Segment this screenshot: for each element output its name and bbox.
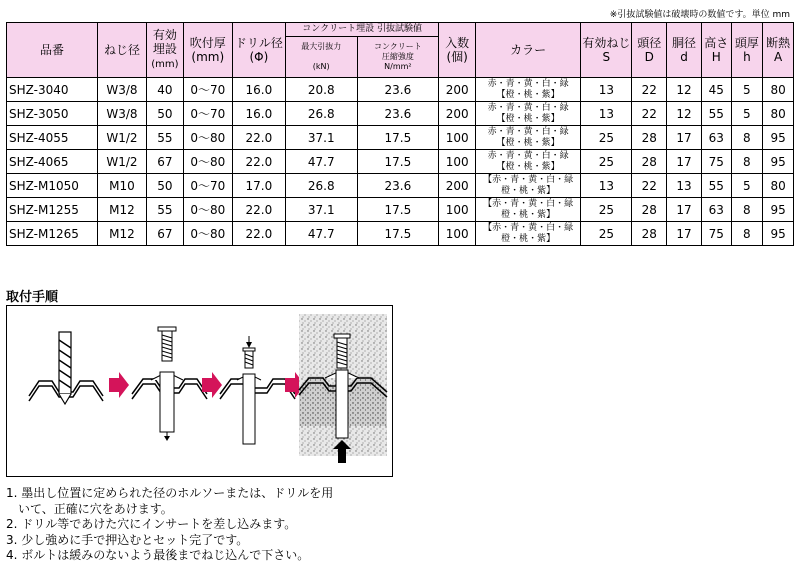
header-nejikei: ねじ径	[97, 23, 146, 78]
cell-max_pull: 20.8	[285, 78, 357, 102]
cell-fukitsuke: 0～80	[183, 198, 232, 222]
table-row	[7, 78, 794, 102]
color-cell	[476, 78, 581, 102]
header-max-pull: 最大引抜力 (kN)	[285, 37, 357, 78]
cell-yuko: 67	[147, 222, 184, 246]
cell-d: 17	[667, 126, 702, 150]
cell-d: 13	[667, 174, 702, 198]
cell-a: 95	[763, 126, 794, 150]
cell-compressive: 17.5	[357, 126, 439, 150]
cell-fukitsuke: 0～80	[183, 222, 232, 246]
cell-max_pull: 47.7	[285, 222, 357, 246]
table-row	[7, 102, 794, 126]
color-line: 赤・青・黄・白・緑	[487, 150, 569, 161]
cell-s: 13	[581, 102, 632, 126]
color-cell	[476, 222, 581, 246]
cell-neji: W3/8	[97, 78, 146, 102]
color-line: 【橙・桃・紫】	[496, 161, 560, 172]
cell-max_pull: 37.1	[285, 198, 357, 222]
cell-d: 22	[632, 174, 667, 198]
color-line: 【橙・桃・紫】	[496, 89, 560, 100]
cell-hinban: SHZ-3040	[7, 78, 98, 102]
cell-a: 95	[763, 222, 794, 246]
cell-a: 95	[763, 150, 794, 174]
cell-hinban: SHZ-3050	[7, 102, 98, 126]
header-concrete-group: コンクリート埋設 引抜試験値	[285, 23, 438, 37]
header-insulation: 断熱 A	[763, 23, 794, 78]
cell-h: 8	[731, 126, 763, 150]
cell-yuko: 67	[147, 150, 184, 174]
cell-max_pull: 26.8	[285, 102, 357, 126]
cell-h: 5	[731, 174, 763, 198]
cell-neji: M12	[97, 198, 146, 222]
instruction-item: いて、正確に穴をあけます。	[6, 501, 173, 516]
color-cell	[476, 126, 581, 150]
cell-drill: 22.0	[232, 126, 285, 150]
cell-qty: 100	[439, 222, 476, 246]
header-drill: ドリル径 (Φ)	[232, 23, 285, 78]
cell-hinban: SHZ-M1050	[7, 174, 98, 198]
cell-qty: 200	[439, 174, 476, 198]
cell-neji: W1/2	[97, 150, 146, 174]
cell-d: 28	[632, 222, 667, 246]
cell-compressive: 17.5	[357, 222, 439, 246]
installation-diagram	[6, 305, 393, 477]
cell-fukitsuke: 0～80	[183, 126, 232, 150]
installation-diagram-svg	[7, 306, 392, 476]
cell-h: 55	[701, 174, 731, 198]
cell-compressive: 17.5	[357, 150, 439, 174]
cell-compressive: 23.6	[357, 78, 439, 102]
cell-qty: 100	[439, 150, 476, 174]
table-row	[7, 126, 794, 150]
header-compressive: コンクリート 圧縮強度 N/mm²	[357, 37, 439, 78]
color-cell	[476, 150, 581, 174]
color-line: 赤・青・黄・白・緑	[487, 78, 569, 89]
cell-a: 80	[763, 102, 794, 126]
header-quantity: 入数 (個)	[439, 23, 476, 78]
cell-max_pull: 26.8	[285, 174, 357, 198]
spec-table-body	[7, 78, 794, 246]
header-height: 高さ H	[701, 23, 731, 78]
install-instructions	[6, 486, 333, 564]
cell-h: 55	[701, 102, 731, 126]
cell-drill: 22.0	[232, 150, 285, 174]
header-color: カラー	[476, 23, 581, 78]
color-line: 【橙・桃・紫】	[496, 113, 560, 124]
step3-set-figure	[220, 336, 295, 444]
cell-yuko: 55	[147, 198, 184, 222]
instruction-item: 3. 少し強めに手で押込むとセット完了です。	[6, 532, 249, 547]
cell-qty: 200	[439, 102, 476, 126]
cell-fukitsuke: 0～80	[183, 150, 232, 174]
cell-s: 13	[581, 174, 632, 198]
table-row	[7, 198, 794, 222]
cell-qty: 100	[439, 198, 476, 222]
header-body-dia: 胴径 d	[667, 23, 702, 78]
color-line: 【橙・桃・紫】	[496, 137, 560, 148]
cell-d: 17	[667, 150, 702, 174]
instruction-item: 2. ドリル等であけた穴にインサートを差し込みます。	[6, 517, 297, 531]
step1-drill-figure	[29, 332, 103, 404]
cell-neji: M12	[97, 222, 146, 246]
cell-h: 8	[731, 222, 763, 246]
cell-s: 25	[581, 150, 632, 174]
cell-a: 95	[763, 198, 794, 222]
cell-compressive: 23.6	[357, 174, 439, 198]
cell-hinban: SHZ-4055	[7, 126, 98, 150]
cell-d: 22	[632, 78, 667, 102]
cell-d: 28	[632, 150, 667, 174]
cell-h: 8	[731, 198, 763, 222]
cell-fukitsuke: 0～70	[183, 78, 232, 102]
cell-h: 5	[731, 78, 763, 102]
cell-d: 12	[667, 78, 702, 102]
cell-yuko: 40	[147, 78, 184, 102]
cell-max_pull: 47.7	[285, 150, 357, 174]
test-value-note: ※引抜試験値は破壊時の数値です。単位 mm	[609, 10, 790, 20]
color-line: 橙・桃・紫】	[501, 233, 556, 244]
cell-h: 45	[701, 78, 731, 102]
cell-d: 12	[667, 102, 702, 126]
table-row	[7, 174, 794, 198]
cell-d: 28	[632, 126, 667, 150]
cell-h: 5	[731, 102, 763, 126]
cell-neji: M10	[97, 174, 146, 198]
color-line: 橙・桃・紫】	[501, 209, 556, 220]
cell-qty: 200	[439, 78, 476, 102]
cell-s: 25	[581, 126, 632, 150]
color-cell	[476, 102, 581, 126]
arrow-icon	[202, 372, 222, 398]
header-effective-thread: 有効ねじ S	[581, 23, 632, 78]
spec-table	[6, 22, 794, 246]
instruction-item: 4. ボルトは緩みのないよう最後までねじ込んで下さい。	[6, 548, 310, 562]
header-yuko: 有効 埋設 (mm)	[147, 23, 184, 78]
step4-complete-figure	[299, 314, 387, 463]
cell-h: 63	[701, 198, 731, 222]
install-steps-title: 取付手順	[6, 290, 59, 305]
cell-drill: 16.0	[232, 78, 285, 102]
cell-neji: W1/2	[97, 126, 146, 150]
cell-hinban: SHZ-4065	[7, 150, 98, 174]
table-row	[7, 150, 794, 174]
cell-a: 80	[763, 78, 794, 102]
cell-compressive: 23.6	[357, 102, 439, 126]
cell-drill: 16.0	[232, 102, 285, 126]
cell-d: 17	[667, 198, 702, 222]
cell-qty: 100	[439, 126, 476, 150]
cell-yuko: 55	[147, 126, 184, 150]
color-line: 赤・青・黄・白・緑	[487, 126, 569, 137]
cell-neji: W3/8	[97, 102, 146, 126]
color-line: 赤・青・黄・白・緑	[487, 102, 569, 113]
cell-h: 75	[701, 150, 731, 174]
header-fukitsuke: 吹付厚 (mm)	[183, 23, 232, 78]
cell-s: 13	[581, 78, 632, 102]
cell-h: 75	[701, 222, 731, 246]
cell-d: 28	[632, 198, 667, 222]
color-line: 【赤・青・黄・白・緑	[483, 222, 574, 233]
color-line: 【赤・青・黄・白・緑	[483, 174, 574, 185]
color-cell	[476, 198, 581, 222]
cell-drill: 22.0	[232, 198, 285, 222]
color-line: 【赤・青・黄・白・緑	[483, 198, 574, 209]
cell-d: 17	[667, 222, 702, 246]
header-hinban: 品番	[7, 23, 98, 78]
cell-fukitsuke: 0～70	[183, 174, 232, 198]
cell-h: 8	[731, 150, 763, 174]
cell-drill: 17.0	[232, 174, 285, 198]
cell-s: 25	[581, 222, 632, 246]
step2-insert-figure	[132, 327, 207, 441]
cell-max_pull: 37.1	[285, 126, 357, 150]
cell-drill: 22.0	[232, 222, 285, 246]
table-row	[7, 222, 794, 246]
cell-compressive: 17.5	[357, 198, 439, 222]
color-line: 橙・桃・紫】	[501, 185, 556, 196]
color-cell	[476, 174, 581, 198]
arrow-icon	[109, 372, 129, 398]
cell-hinban: SHZ-M1255	[7, 198, 98, 222]
cell-s: 25	[581, 198, 632, 222]
cell-d: 22	[632, 102, 667, 126]
cell-h: 63	[701, 126, 731, 150]
cell-a: 80	[763, 174, 794, 198]
header-head-dia: 頭径 D	[632, 23, 667, 78]
cell-hinban: SHZ-M1265	[7, 222, 98, 246]
cell-fukitsuke: 0～70	[183, 102, 232, 126]
header-head-thickness: 頭厚 h	[731, 23, 763, 78]
instruction-item: 1. 墨出し位置に定められた径のホルソーまたは、ドリルを用	[6, 486, 334, 500]
cell-yuko: 50	[147, 174, 184, 198]
cell-yuko: 50	[147, 102, 184, 126]
